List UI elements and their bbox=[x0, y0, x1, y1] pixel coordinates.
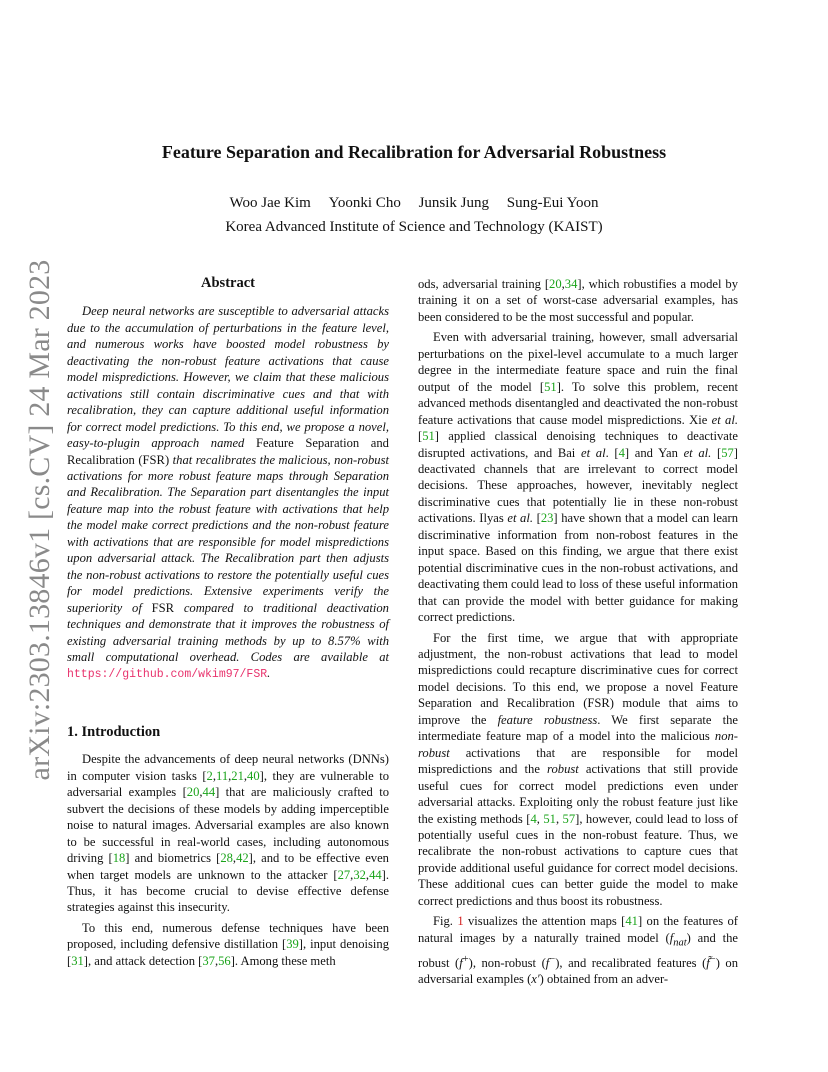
emphasis: robust bbox=[547, 762, 579, 777]
emphasis: et al bbox=[581, 445, 606, 460]
emphasis: et al. bbox=[711, 412, 738, 427]
citation-link[interactable]: 37 bbox=[202, 953, 215, 968]
paragraph: ods, adversarial training [20,34], which robustifies a model by training it on a set of worst-case adversarial examples, has been considered to be the most successful and popular. bbox=[418, 277, 738, 324]
citation-link[interactable]: 4 bbox=[530, 811, 537, 826]
superscript: + bbox=[462, 953, 469, 965]
emphasis: f bbox=[459, 955, 463, 970]
citation-link[interactable]: 34 bbox=[564, 277, 578, 291]
author: Woo Jae Kim bbox=[229, 195, 311, 211]
citation-link[interactable]: 20 bbox=[186, 785, 200, 800]
arxiv-sidebar-stamp bbox=[22, 259, 58, 781]
author: Sung-Eui Yoon bbox=[506, 195, 599, 211]
section-heading-introduction: 1. Introduction bbox=[67, 723, 161, 740]
citation-link[interactable]: 44 bbox=[369, 867, 382, 882]
citation-link[interactable]: 27 bbox=[337, 867, 351, 882]
superscript: − bbox=[549, 953, 556, 965]
citation-link[interactable]: 41 bbox=[625, 914, 638, 929]
paragraph: Even with adversarial training, however, small adversarial perturbations on the pixel-level accumulate to a much larger degree in the intermediate feature space and ruin the final output of the model [51]. To solve this problem, recent advanced methods disentangled and deactivated the non-robust feature activations that cause model mispredictions. Xie et al. [51] applied classical denoising techniques to deactivate disrupted activations, and Bai et al. [4] and Yan et al. [57] deactivated channels that are irrelevant to correct model decisions. These approaches, however, inevitably neglect discriminative cues that potentially lie in these non-robust activations. Ilyas et al. [23] have shown that a model can learn discriminative information from non-robost features in the input space. Based on this finding, we argue that there exist potential discriminative cues in the non-robust activations, and deactivating them could lead to loss of these useful information that can provide the model with better guidance for making correct predictions. bbox=[418, 330, 739, 625]
emphasis: et al. bbox=[683, 445, 712, 460]
citation-link[interactable]: 2 bbox=[206, 768, 213, 783]
right-column bbox=[418, 276, 738, 988]
arxiv-id: arXiv:2303.13846v1 [cs.CV] 24 Mar 2023 bbox=[23, 259, 56, 781]
paragraph: For the first time, we argue that with appropriate adjustment, the non-robust activations that lead to model mispredictions could recapture discriminative cues for correct model decisions. To this end, we propose a novel Feature Separation and Recalibration (FSR) module that aims to improve the feature robustness. We first separate the intermediate feature map of a model into the malicious non-robust activations that are responsible for model mispredictions and the robust activations that still provide useful cues for correct model predictions even under adversarial attacks. Exploiting only the robust feature just like the existing methods [4, 51, 57], however, could lead to loss of potentially useful cues in the non-robust feature. Thus, we recalibrate the non-robust activations to capture cues that provide additional useful guidance for correct model decisions. These additional cues can better guide the model to make correct predictions and thus boost its robustness. bbox=[418, 630, 739, 908]
paragraph: To this end, numerous defense techniques have been proposed, including defensive distillation [39], input denoising [31], and attack detection [37,56]. Among these meth bbox=[67, 920, 389, 968]
left-column bbox=[67, 273, 389, 969]
citation-link[interactable]: 51 bbox=[422, 429, 435, 444]
citation-link[interactable]: 21 bbox=[231, 768, 244, 783]
citation-link[interactable]: 42 bbox=[236, 851, 249, 866]
paper-title: Feature Separation and Recalibration for Adversarial Robustness bbox=[161, 142, 667, 162]
code-link[interactable]: https://github.com/wkim97/FSR bbox=[67, 668, 268, 682]
superscript: − bbox=[709, 953, 716, 965]
citation-link[interactable]: 4 bbox=[618, 445, 625, 460]
citation-link[interactable]: 20 bbox=[549, 277, 562, 291]
citation-link[interactable]: 18 bbox=[112, 851, 126, 866]
abstract-heading: Abstract bbox=[201, 275, 255, 291]
citation-link[interactable]: 56 bbox=[218, 953, 231, 968]
emphasis: feature robustness bbox=[497, 712, 598, 727]
affiliation: Korea Advanced Institute of Science and Technology (KAIST) bbox=[225, 219, 603, 235]
author: Junsik Jung bbox=[418, 195, 490, 211]
citation-link[interactable]: 39 bbox=[286, 937, 299, 952]
citation-link[interactable]: 51 bbox=[544, 379, 557, 394]
paragraph: Despite the advancements of deep neural networks (DNNs) in computer vision tasks [2,11,21,40], they are vulnerable to adversarial examples [20,44] that are maliciously crafted to subvert the decisions of these models by adding imperceptible noise to natural images. Adversarial examples are also known to be successful in real-world cases, including autonomous driving [18] and biometrics [28,42], and to be effective even when target models are unknown to the attacker [27,32,44]. Thus, it has become crucial to devise effective defense strategies against this insecurity. bbox=[67, 752, 389, 915]
citation-link[interactable]: 28 bbox=[220, 851, 233, 866]
emphasis: f̃ bbox=[706, 955, 710, 970]
citation-link[interactable]: 57 bbox=[562, 811, 576, 826]
paragraph: Fig. 1 visualizes the attention maps [41] on the features of natural images by a naturally trained model $(f_{nat})$ and the robust (f+), non-robust (f−), and recalibrated features (f̃−) on adversarial examples (x′) obtained from an adver- bbox=[418, 914, 739, 987]
citation-link[interactable]: 23 bbox=[540, 511, 554, 526]
citation-link[interactable]: 40 bbox=[247, 768, 260, 783]
emphasis: x′ bbox=[531, 972, 540, 987]
citation-link[interactable]: 32 bbox=[353, 867, 366, 882]
citation-link[interactable]: 11 bbox=[216, 768, 229, 783]
abstract-text: Deep neural networks are susceptible to adversarial attacks due to the accumulation of perturbations in the feature level, and numerous works have boosted model robustness by deactivating the non-robust feature activations that cause model mispredictions. However, we claim that these malicious activations still contain discriminative cues and that with recalibration, they can capture additional useful information for correct model predictions. To this end, we propose a novel, easy-to-plugin approach named Feature Separation and Recalibration (FSR) that recalibrates the malicious, non-robust activations for more robust feature maps through Separation and Recalibration. The Separation part disentangles the input feature map into the robust feature with activations that help the model make correct predictions and the non-robust feature with activations that are responsible for model mispredictions upon adversarial attack. The Recalibration part then adjusts the non-robust activations to restore the potentially useful cues for model predictions. Extensive experiments verify the superiority of FSR compared to traditional deactivation techniques and demonstrate that it improves the robustness of existing adversarial training methods by up to 8.57% with small computational overhead. Codes are available at https://github.com/wkim97/FSR. bbox=[67, 304, 389, 682]
emphasis: non-robust bbox=[418, 729, 738, 760]
emphasis: f bbox=[545, 955, 550, 970]
citation-link[interactable]: 44 bbox=[202, 785, 216, 800]
citation-link[interactable]: 31 bbox=[71, 953, 84, 968]
emphasis: et al. bbox=[507, 511, 534, 526]
author-list bbox=[0, 195, 828, 212]
subscript: nat bbox=[673, 937, 687, 949]
citation-link[interactable]: 57 bbox=[721, 445, 734, 460]
author: Yoonki Cho bbox=[328, 195, 401, 211]
citation-link[interactable]: 51 bbox=[543, 811, 556, 826]
figure-reference-link[interactable]: 1 bbox=[457, 914, 464, 929]
emphasis: f bbox=[669, 930, 674, 945]
